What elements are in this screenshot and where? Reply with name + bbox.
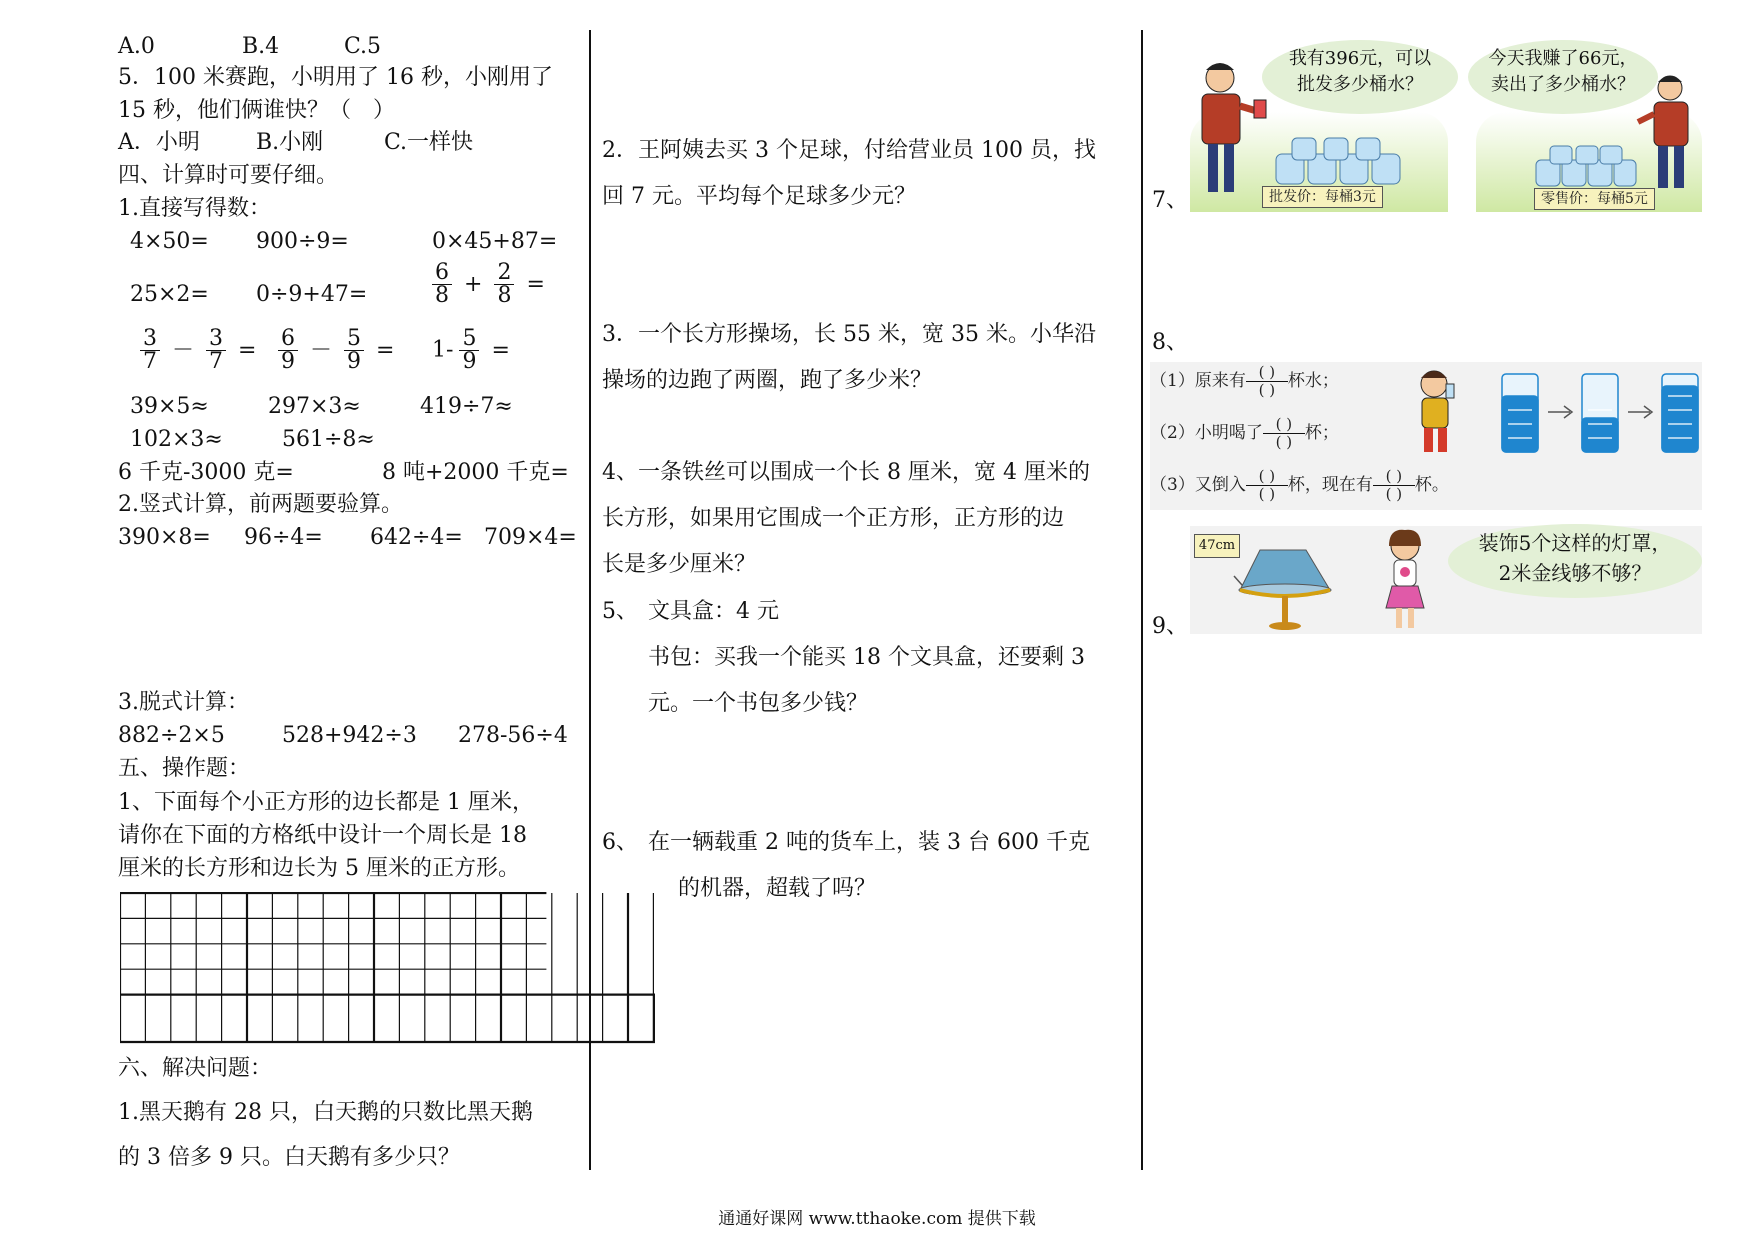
vert-709x4: 709×4= xyxy=(484,525,577,550)
p4-line2: 长方形，如果用它围成一个正方形，正方形的边 xyxy=(602,506,1065,531)
speech-bubble-wholesale: 我有396元，可以 批发多少桶水？ xyxy=(1262,40,1458,114)
calc-ton: 8 吨+2000 千克= xyxy=(382,460,569,485)
blank-fraction[interactable]: $\frac{( )}{( )}$ xyxy=(1373,468,1415,503)
section4-title: 四、计算时可要仔细。 xyxy=(118,163,339,188)
sub2-title: 2.竖式计算，前两题要验算。 xyxy=(118,492,403,517)
fraction: $\frac{5}{9}$ xyxy=(344,328,364,373)
step-278: 278-56÷4 xyxy=(458,723,568,748)
p2-line1: 2．王阿姨去买 3 个足球，付给营业员 100 员，找 xyxy=(602,138,1096,163)
p1-line1: 1.黑天鹅有 28 只，白天鹅的只数比黑天鹅 xyxy=(118,1100,533,1125)
price-tag-wholesale: 批发价：每桶3元 xyxy=(1262,186,1383,208)
op-line3: 厘米的长方形和边长为 5 厘米的正方形。 xyxy=(118,856,520,881)
calc-419div7: 419÷7≈ xyxy=(420,394,513,419)
man-figure-right xyxy=(1634,70,1704,194)
fraction: $\frac{2}{8}$ xyxy=(494,262,514,307)
fraction: $\frac{6}{9}$ xyxy=(278,328,298,373)
p5-number: 5、 xyxy=(602,599,638,624)
p6-line2: 的机器，超载了吗？ xyxy=(678,876,877,901)
calc-0x45plus87: 0×45+87= xyxy=(432,229,558,254)
calc-frac-sum: $\frac{6}{8}$ + $\frac{2}{8}$ = xyxy=(426,262,551,307)
speech-bubble-retail: 今天我赚了66元， 卖出了多少桶水？ xyxy=(1468,40,1658,114)
p2-line2: 回 7 元。平均每个足球多少元？ xyxy=(602,184,916,209)
p1-line2: 的 3 倍多 9 只。白天鹅有多少只？ xyxy=(118,1145,460,1170)
calc-39x5: 39×5≈ xyxy=(130,394,209,419)
grid-paper[interactable] xyxy=(120,892,655,1044)
p5-line2: 书包：买我一个能买 18 个文具盒，还要剩 3 xyxy=(648,645,1085,670)
price-tag-retail: 零售价：每桶5元 xyxy=(1534,188,1655,210)
sub3-title: 3.脱式计算： xyxy=(118,690,249,715)
calc-frac-6-9: $\frac{6}{9}$ － $\frac{5}{9}$ = xyxy=(272,328,400,373)
p4-line1: 4、一条铁丝可以围成一个长 8 厘米，宽 4 厘米的 xyxy=(602,460,1090,485)
fraction: $\frac{6}{8}$ xyxy=(432,262,452,307)
p4-line3: 长是多少厘米？ xyxy=(602,552,757,577)
q5-option-b: B.小刚 xyxy=(256,130,324,155)
sub1-title: 1.直接写得数： xyxy=(118,196,271,221)
section6-title: 六、解决问题： xyxy=(118,1056,273,1081)
p6-number: 6、 xyxy=(602,830,638,855)
p3-line2: 操场的边跑了两圈，跑了多少米？ xyxy=(602,368,933,393)
q5-line2: 15 秒，他们俩谁快？（ ） xyxy=(118,98,395,123)
blank-fraction[interactable]: $\frac{( )}{( )}$ xyxy=(1246,364,1288,399)
vert-642div4: 642÷4= xyxy=(370,525,463,550)
calc-297x3: 297×3≈ xyxy=(268,394,361,419)
vert-96div4: 96÷4= xyxy=(244,525,323,550)
q8-2: （2）小明喝了 $\frac{( )}{( )}$ 杯； xyxy=(1150,415,1339,451)
speech-bubble-lamp: 装饰5个这样的灯罩， 2米金线够不够？ xyxy=(1448,524,1702,598)
blank-fraction[interactable]: $\frac{( )}{( )}$ xyxy=(1246,468,1288,503)
step-528: 528+942÷3 xyxy=(282,723,417,748)
column-divider-2 xyxy=(1141,30,1143,1170)
calc-25x2: 25×2= xyxy=(130,282,209,307)
calc-4x50: 4×50= xyxy=(130,229,209,254)
q5-option-a: A．小明 xyxy=(118,130,200,155)
lamp-illustration xyxy=(1230,540,1340,632)
q5-line1: 5．100 米赛跑，小明用了 16 秒，小刚用了 xyxy=(118,65,553,90)
op-line1: 1、下面每个小正方形的边长都是 1 厘米， xyxy=(118,790,534,815)
man-figure-left xyxy=(1188,56,1268,202)
p7-number: 7、 xyxy=(1152,188,1188,213)
calc-561div8: 561÷8≈ xyxy=(282,427,375,452)
footer-credit: 通通好课网 www.tthaoke.com 提供下载 xyxy=(718,1209,1036,1229)
lamp-size-label: 47cm xyxy=(1194,534,1240,558)
fraction: $\frac{3}{7}$ xyxy=(140,328,160,373)
q4-option-b: B.4 xyxy=(242,34,280,59)
p9-number: 9、 xyxy=(1152,614,1188,639)
girl-figure xyxy=(1374,526,1436,634)
water-bottles-right xyxy=(1534,144,1638,188)
q8-3: （3）又倒入 $\frac{( )}{( )}$ 杯，现在有 $\frac{( )}{( )}$ 杯。 xyxy=(1150,467,1449,503)
p8-number: 8、 xyxy=(1152,330,1188,355)
fraction: $\frac{3}{7}$ xyxy=(206,328,226,373)
q4-option-c: C.5 xyxy=(344,34,382,59)
q5-option-c: C.一样快 xyxy=(384,130,474,155)
fraction: $\frac{5}{9}$ xyxy=(459,328,479,373)
calc-kg: 6 千克-3000 克= xyxy=(118,460,294,485)
p3-line1: 3．一个长方形操场，长 55 米，宽 35 米。小华沿 xyxy=(602,322,1096,347)
p6-line1: 在一辆载重 2 吨的货车上，装 3 台 600 千克 xyxy=(648,830,1090,855)
boy-drinking-figure xyxy=(1408,366,1464,458)
p5-line3: 元。一个书包多少钱？ xyxy=(648,691,869,716)
q4-option-a: A.0 xyxy=(118,34,155,59)
p5-line1: 文具盒：4 元 xyxy=(648,599,779,624)
section5-title: 五、操作题： xyxy=(118,756,251,781)
calc-900div9: 900÷9= xyxy=(256,229,349,254)
step-882: 882÷2×5 xyxy=(118,723,225,748)
op-line2: 请你在下面的方格纸中设计一个周长是 18 xyxy=(118,823,527,848)
calc-1-minus-frac: 1- $\frac{5}{9}$ = xyxy=(432,326,510,374)
q8-1: （1）原来有 $\frac{( )}{( )}$ 杯水； xyxy=(1150,363,1339,399)
water-glasses xyxy=(1500,370,1700,456)
calc-0div9plus47: 0÷9+47= xyxy=(256,282,368,307)
blank-fraction[interactable]: $\frac{( )}{( )}$ xyxy=(1263,416,1305,451)
water-bottles-left xyxy=(1272,136,1408,186)
calc-frac-3-7: $\frac{3}{7}$ － $\frac{3}{7}$ = xyxy=(134,328,262,373)
vert-390x8: 390×8= xyxy=(118,525,211,550)
calc-102x3: 102×3≈ xyxy=(130,427,223,452)
